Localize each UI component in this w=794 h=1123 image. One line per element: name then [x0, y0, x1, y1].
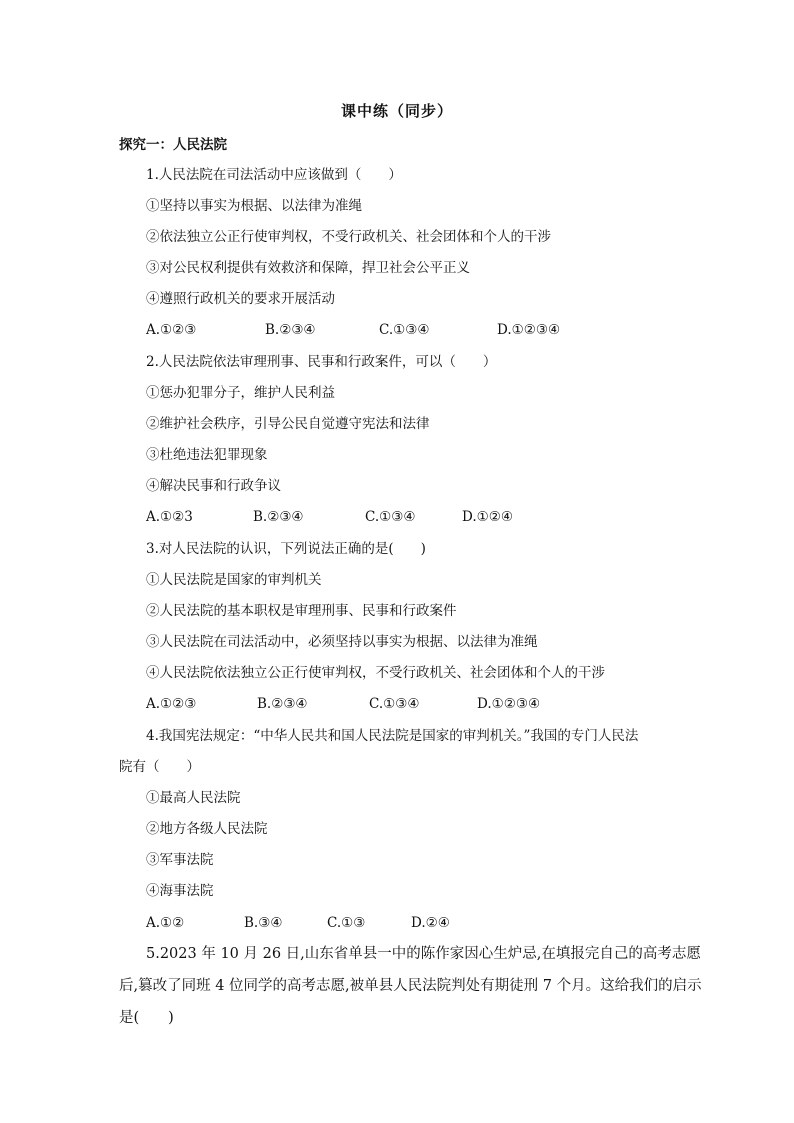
question-2-item-2: ②维护社会秩序，引导公民自觉遵守宪法和法律: [146, 416, 430, 432]
question-4-option-a: A.①②: [146, 915, 185, 931]
question-3-item-3: ③人民法院在司法活动中，必须坚持以事实为根据、以法律为准绳: [146, 634, 538, 650]
question-4-option-b: B.③④: [244, 915, 283, 931]
question-2-option-b: B.②③④: [253, 509, 304, 525]
question-1-item-1: ①坚持以事实为根据、以法律为准绳: [146, 198, 362, 214]
question-1-option-a: A.①②③: [146, 322, 197, 338]
question-4-item-3: ③军事法院: [146, 852, 214, 868]
question-3-option-a: A.①②③: [146, 696, 197, 712]
question-1-option-c: C.①③④: [379, 322, 430, 338]
question-2-option-c: C.①③④: [365, 509, 416, 525]
question-1-option-b: B.②③④: [265, 322, 316, 338]
question-2-option-d: D.①②④: [462, 509, 513, 525]
question-2-item-1: ①惩办犯罪分子，维护人民利益: [146, 385, 335, 401]
question-4-option-d: D.②④: [411, 915, 450, 931]
question-4-stem-line-1: 4.我国宪法规定：“中华人民共和国人民法院是国家的审判机关。”我国的专门人民法: [146, 728, 639, 744]
question-4-item-1: ①最高人民法院: [146, 790, 241, 806]
question-5-stem-line-1: 5.2023 年 10 月 26 日,山东省单县一中的陈作家因心生炉忌,在填报完自己的高考志愿: [146, 946, 701, 962]
question-3-option-d: D.①②③④: [477, 696, 541, 712]
question-2-item-4: ④解决民事和行政争议: [146, 478, 281, 494]
question-3-stem: 3.对人民法院的认识，下列说法正确的是( ): [146, 541, 426, 557]
section-heading: 探究一：人民法院: [119, 137, 227, 153]
question-1-option-d: D.①②③④: [497, 322, 561, 338]
question-1-item-4: ④遵照行政机关的要求开展活动: [146, 291, 335, 307]
question-5-stem-line-3: 是( ): [119, 1010, 174, 1026]
question-1-item-3: ③对公民权利提供有效救济和保障，捍卫社会公平正义: [146, 260, 470, 276]
question-4-item-4: ④海事法院: [146, 883, 214, 899]
question-3-option-c: C.①③④: [369, 696, 420, 712]
question-5-stem-line-2: 后,篡改了同班 4 位同学的高考志愿,被单县人民法院判处有期徒刑 7 个月。这给我们的启示: [119, 978, 702, 994]
question-4-option-c: C.①③: [327, 915, 366, 931]
page-title: 课中练（同步）: [340, 102, 453, 120]
question-2-item-3: ③杜绝违法犯罪现象: [146, 447, 268, 463]
question-3-item-2: ②人民法院的基本职权是审理刑事、民事和行政案件: [146, 603, 457, 619]
question-2-option-a: A.①②3: [146, 509, 193, 525]
question-1-item-2: ②依法独立公正行使审判权，不受行政机关、社会团体和个人的干涉: [146, 229, 551, 245]
question-3-item-4: ④人民法院依法独立公正行使审判权，不受行政机关、社会团体和个人的干涉: [146, 665, 605, 681]
question-4-stem-line-2: 院有（ ）: [119, 759, 200, 775]
question-3-option-b: B.②③④: [257, 696, 308, 712]
question-4-item-2: ②地方各级人民法院: [146, 821, 268, 837]
question-3-item-1: ①人民法院是国家的审判机关: [146, 572, 322, 588]
question-2-stem: 2.人民法院依法审理刑事、民事和行政案件，可以（ ）: [146, 354, 497, 370]
question-1-stem: 1.人民法院在司法活动中应该做到（ ）: [146, 167, 402, 183]
